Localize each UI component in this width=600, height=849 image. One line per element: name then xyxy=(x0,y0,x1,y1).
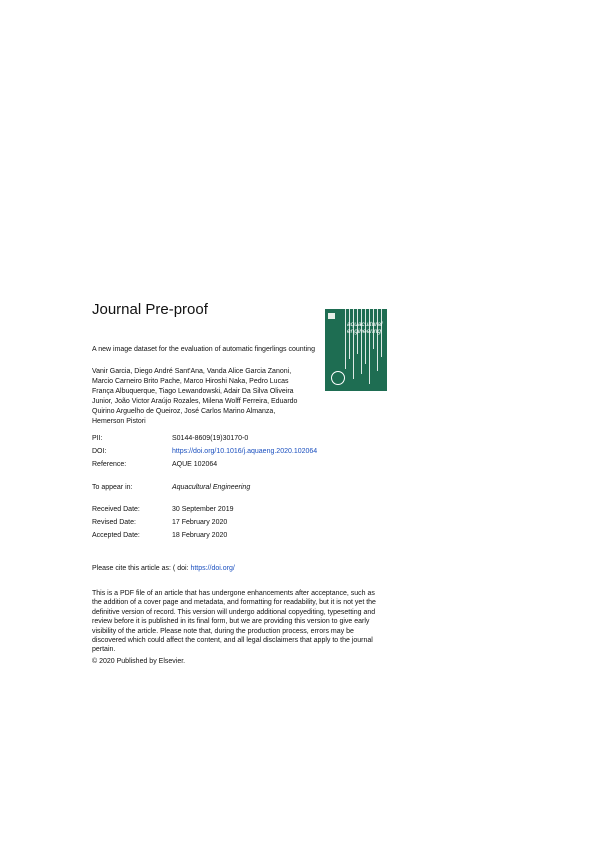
received-date-label: Received Date: xyxy=(92,506,140,513)
journal-title: Journal Pre-proof xyxy=(92,301,208,318)
appear-in-label: To appear in: xyxy=(92,484,133,491)
author-list: Vanir Garcia, Diego André Sant'Ana, Vanda Alice Garcia Zanoni, Marcio Carneiro Brito Pache, Marco Hiroshi Naka, Pedro Lucas França Albuquerque, Tiago Lewandowski, Adair Da Silva Oliveira Junior, João Victor Araújo Rozales, Milena Wolff Ferreira, Eduardo Quirino Arguelho de Queiroz, José Carlos Marino Almanza, Hemerson Pistori xyxy=(92,368,298,425)
preproof-notice: This is a PDF file of an article that has undergone enhancements after acceptance, such as the addition of a cover page and metadata, and formatting for readability, but it is not yet the definitive version of record. This version will undergo additional copyediting, typesetting and review before it is published in its final form, but we are providing this version to give early visibility of the article. Please note that, during the production process, errors may be discovered which could affect the content, and all legal disclaimers that apply to the journal pertain. xyxy=(92,590,376,654)
received-date-value: 30 September 2019 xyxy=(172,506,234,513)
cover-seal-icon xyxy=(331,371,345,385)
appear-in-value: Aquacultural Engineering xyxy=(172,484,251,491)
accepted-date-value: 18 February 2020 xyxy=(172,532,228,539)
citation-doi-link[interactable]: https://doi.org/ xyxy=(190,565,235,572)
cover-brand: aquacultural engineering xyxy=(347,321,383,335)
pii-label: PII: xyxy=(92,435,103,442)
reference-value: AQUE 102064 xyxy=(172,461,218,468)
citation-prefix: Please cite this article as: ( doi: xyxy=(92,565,191,572)
copyright-notice: © 2020 Published by Elsevier. xyxy=(92,658,186,665)
doi-label: DOI: xyxy=(92,448,107,455)
pii-value: S0144-8609(19)30170-0 xyxy=(172,435,249,442)
revised-date-value: 17 February 2020 xyxy=(172,519,228,526)
doi-link[interactable]: https://doi.org/10.1016/j.aquaeng.2020.102064 xyxy=(172,448,318,455)
accepted-date-label: Accepted Date: xyxy=(92,532,140,539)
elsevier-logo-icon xyxy=(328,313,335,319)
revised-date-label: Revised Date: xyxy=(92,519,136,526)
journal-cover-image xyxy=(325,309,387,391)
citation-line xyxy=(92,565,235,572)
reference-label: Reference: xyxy=(92,461,127,468)
article-title: A new image dataset for the evaluation of automatic fingerlings counting xyxy=(92,346,315,353)
